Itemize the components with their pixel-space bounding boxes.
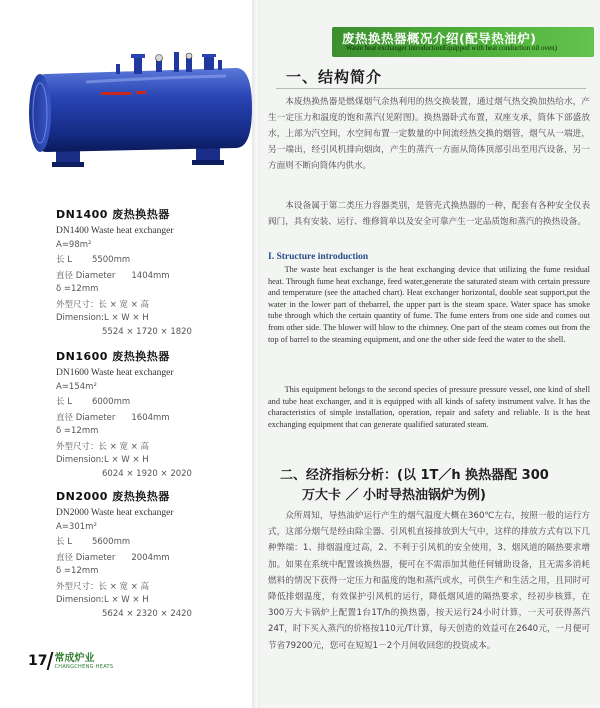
spec-thickness: δ =12mm (56, 284, 99, 294)
section1-en-heading: I. Structure introduction (268, 252, 369, 262)
spec-title-en: DN1400 Waste heat exchanger (56, 226, 174, 236)
section2-heading-line2: 万大卡 ／ 小时导热油锅炉为例) (302, 488, 486, 503)
section1-paragraph-1: 本废热换热器是燃煤烟气余热利用的热交换装置，通过烟气热交换加热给水，产生一定压力和温度的饱和蒸汽(见附图)。换热器卧式布置，双座支承，筒体下部盛放水，上部为汽空间，水空间布置一定数量的中间流经热交换的烟管，烟气从一端进，另一端出，经引风机排向烟囱，产生的蒸汽一方面从筒体顶部引出至用汽设备，另一方面则不断向筒体内供水。 (268, 97, 590, 171)
spec-dn1400 (56, 206, 256, 337)
spec-length-label: 长 L (56, 537, 72, 547)
spec-dims-label-cn: 外型尺寸：长 × 宽 × 高 (56, 299, 150, 310)
spec-dims-label-cn: 外型尺寸：长 × 宽 × 高 (56, 581, 150, 592)
boiler-image (26, 34, 258, 174)
spec-dims-label-en: Dimension:L × W × H (56, 455, 149, 465)
spec-dims-label-en: Dimension:L × W × H (56, 595, 149, 605)
spec-length (56, 395, 256, 407)
footer-brand (54, 653, 113, 670)
spec-diameter-label: 直径 Diameter (56, 552, 116, 563)
section1-paragraph-2: 本设备属于第二类压力容器类别，是管壳式换热器的一种，配套有各种安全仪表阀门，具有安装、运行、维修简单以及安全可靠产生一定品质饱和蒸汽的换热设备。 (268, 201, 590, 227)
spec-dims-value: 6024 × 1920 × 2020 (102, 469, 192, 479)
spec-dims-value: 5624 × 2320 × 2420 (102, 609, 192, 619)
section1-en-paragraph-1: The waste heat exchanger is the heat exchanging device that utilizing the fume residual heat. Through fume heat exchange, feed water,generate the saturated steam with certain pressure and temperature (see the attached chart). Heat exchanger horizontal, double seat support,put the water in the lower part of thebarrel, the upper part is the steam space. Water space has smoke tube through which the certain quantity of fume. The fume enters from one side and comes out from other side. The blower will blow to the chimney. One part of the steam comes out from the top of barrel to the steaming equipment, and one the other side feed the water to the shell. (268, 265, 590, 344)
spec-thickness: δ =12mm (56, 566, 99, 576)
spec-diameter-label: 直径 Diameter (56, 270, 116, 281)
spec-thickness: δ =12mm (56, 426, 99, 436)
spec-length-value: 5600mm (91, 537, 131, 547)
section2-heading (280, 466, 585, 506)
spec-title: DN2000 废热换热器 (56, 490, 170, 503)
spec-dn2000 (56, 488, 256, 619)
spec-length-value: 5500mm (91, 255, 131, 265)
spec-title-en: DN1600 Waste heat exchanger (56, 368, 174, 378)
section1-heading: 一、结构简介 (286, 68, 383, 86)
footer-brand-cn: 常成炉业 (54, 652, 95, 664)
spec-length-label: 长 L (56, 397, 72, 407)
section2-heading-line1: 二、经济指标分析：(以 1T／h 换热器配 300 (280, 468, 549, 483)
footer-divider (47, 652, 54, 670)
spec-dn1600 (56, 348, 256, 479)
banner-title: 废热换热器概况介绍(配导热油炉) (342, 31, 537, 46)
spec-length-value: 6000mm (91, 397, 131, 407)
spec-dims-label-cn: 外型尺寸：长 × 宽 × 高 (56, 441, 150, 452)
spec-title: DN1600 废热换热器 (56, 350, 170, 363)
page-number: 17 (28, 653, 48, 669)
spec-diameter-value: 1604mm (131, 412, 170, 423)
spec-area: A=98m² (56, 239, 92, 250)
spec-length-label: 长 L (56, 255, 72, 265)
spec-diameter (56, 411, 256, 423)
header-banner (332, 27, 594, 57)
section1-divider (276, 88, 586, 89)
spec-title-en: DN2000 Waste heat exchanger (56, 508, 174, 518)
spec-title: DN1400 废热换热器 (56, 208, 170, 221)
banner-subtitle: Waste heat exchanger introductionEquipped with heat conduction oil oven) (346, 44, 557, 52)
spec-area: A=301m² (56, 521, 97, 532)
spec-dims-value: 5524 × 1720 × 1820 (102, 327, 192, 337)
spec-diameter-label: 直径 Diameter (56, 412, 116, 423)
spec-area: A=154m² (56, 381, 97, 392)
section2-paragraph: 众所周知，导热油炉运行产生的烟气温度大概在360℃左右，按照一般的运行方式，这部分烟气是经由除尘器、引风机直接排放到大气中，这样的排放方式有以下几种弊端：1、排烟温度过高，2、不利于引风机的安全使用，3、烟风道的隔热要求增加。如果在系统中配置该换热器，便可在不需添加其他任何辅助设备，且无需多消耗燃料的情况下获得一定压力和温度的饱和蒸汽或水，可供生产和生活之用，且同时可降低排烟温度，有效保护引风机的运行，降低烟风道的隔热要求，经初步核算，在300万大卡锅炉上配置1台1T/h的换热器，按天运行24小时计算，一天可获得蒸汽24T，时下买入蒸汽的价格按110元/T计算，每天创造的效益可在2640元，一月便可节省79200元，您可在短短1－2个月间收回您的投资成本。 (268, 511, 590, 651)
spec-diameter-value: 2004mm (131, 552, 170, 563)
footer-brand-en: CHANGCHENG HEATS (54, 663, 114, 670)
section1-en-paragraph-2: This equipment belongs to the second species of pressure pressure vessel, one kind of shell and tube heat exchanger, and it is equipped with all kinds of safety instrument valve. It has the characteristics of simple installation, operation, repair and safety and reliable. It is the heat exchanging equipment that can generate qualified saturated steam. (268, 385, 590, 429)
spec-length (56, 253, 256, 265)
spec-diameter-value: 1404mm (131, 270, 170, 281)
spec-dims-label-en: Dimension:L × W × H (56, 313, 149, 323)
spec-diameter (56, 551, 256, 563)
spec-diameter (56, 269, 256, 281)
page-footer (28, 652, 113, 670)
spec-length (56, 535, 256, 547)
